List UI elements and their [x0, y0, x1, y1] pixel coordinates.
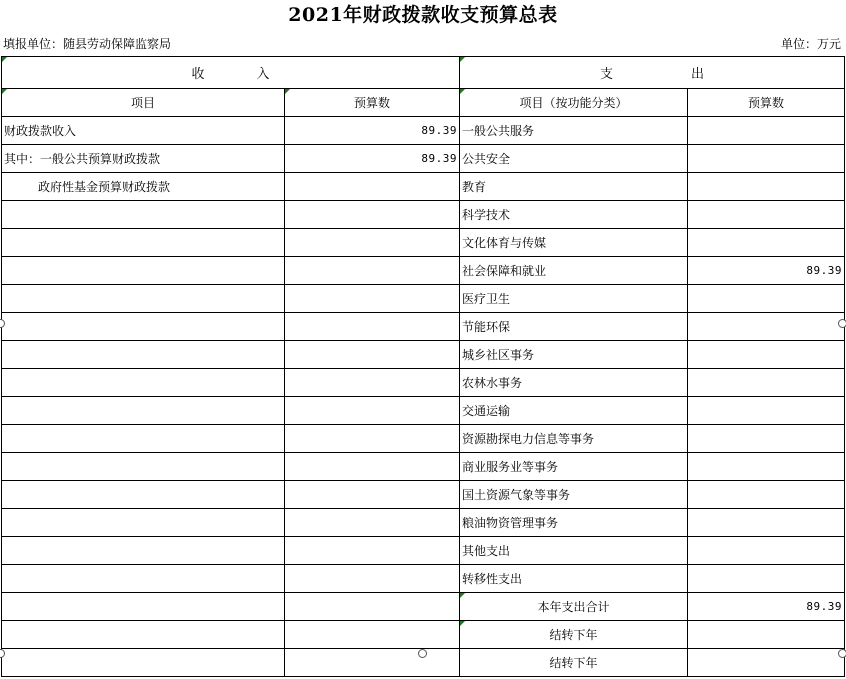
table-row	[2, 509, 845, 537]
resize-handle-bottom[interactable]	[418, 649, 427, 658]
income-budget-cell[interactable]	[285, 369, 460, 397]
expense-item-cell[interactable]: 转移性支出	[460, 565, 688, 593]
expense-item-cell[interactable]: 商业服务业等事务	[460, 453, 688, 481]
income-budget-cell[interactable]	[285, 593, 460, 621]
table-row	[2, 173, 845, 201]
expense-budget-cell[interactable]	[688, 509, 845, 537]
reporting-unit: 填报单位：随县劳动保障监察局	[3, 37, 172, 51]
expense-budget-cell[interactable]	[688, 453, 845, 481]
expense-item-cell[interactable]: 粮油物资管理事务	[460, 509, 688, 537]
income-budget-cell[interactable]	[285, 565, 460, 593]
income-item-cell[interactable]: 其中：一般公共预算财政拨款	[2, 145, 285, 173]
income-item-cell[interactable]	[2, 285, 285, 313]
table-row	[2, 257, 845, 285]
income-item-cell[interactable]	[2, 649, 285, 677]
table-row	[2, 145, 845, 173]
table-row	[2, 453, 845, 481]
expense-item-cell[interactable]: 社会保障和就业	[460, 257, 688, 285]
table-row	[2, 285, 845, 313]
income-item-cell[interactable]	[2, 201, 285, 229]
income-item-cell[interactable]	[2, 453, 285, 481]
table-row	[2, 565, 845, 593]
income-header[interactable]: 收 入	[2, 57, 460, 89]
expense-budget-cell[interactable]	[688, 369, 845, 397]
comment-marker-icon	[285, 89, 290, 94]
expense-item-cell[interactable]: 公共安全	[460, 145, 688, 173]
comment-marker-icon	[460, 57, 465, 62]
table-row	[2, 537, 845, 565]
expense-item-cell[interactable]: 科学技术	[460, 201, 688, 229]
income-item-cell[interactable]	[2, 257, 285, 285]
income-budget-cell[interactable]	[285, 425, 460, 453]
carry-row-label[interactable]: 结转下年	[460, 621, 688, 649]
income-budget-cell[interactable]	[285, 229, 460, 257]
expense-budget-cell[interactable]: 89.39	[688, 257, 845, 285]
income-budget-cell[interactable]	[285, 341, 460, 369]
comment-marker-icon	[2, 57, 7, 62]
comment-marker-icon	[460, 621, 465, 626]
income-budget-cell[interactable]	[285, 397, 460, 425]
income-item-cell[interactable]	[2, 481, 285, 509]
total-row-value[interactable]: 89.39	[688, 593, 845, 621]
income-item-cell[interactable]	[2, 509, 285, 537]
expense-budget-cell[interactable]	[688, 173, 845, 201]
income-item-cell[interactable]	[2, 621, 285, 649]
income-item-cell[interactable]: 政府性基金预算财政拨款	[2, 173, 285, 201]
expense-budget-cell[interactable]	[688, 341, 845, 369]
table-row	[2, 341, 845, 369]
table-row	[2, 117, 845, 145]
col-budget2-header[interactable]: 预算数	[688, 89, 845, 117]
carry-row	[2, 621, 845, 649]
income-budget-cell[interactable]	[285, 201, 460, 229]
income-item-cell[interactable]: 财政拨款收入	[2, 117, 285, 145]
expense-item-cell[interactable]: 医疗卫生	[460, 285, 688, 313]
expense-budget-cell[interactable]	[688, 397, 845, 425]
carry-row-value[interactable]	[688, 621, 845, 649]
col-budget-header[interactable]: 预算数	[285, 89, 460, 117]
carry-row-2-label[interactable]: 结转下年	[460, 649, 688, 677]
expense-budget-cell[interactable]	[688, 201, 845, 229]
income-budget-cell[interactable]	[285, 453, 460, 481]
income-item-cell[interactable]	[2, 565, 285, 593]
expense-budget-cell[interactable]	[688, 313, 845, 341]
col-item-header[interactable]: 项目	[2, 89, 285, 117]
income-item-cell[interactable]	[2, 593, 285, 621]
expense-item-cell[interactable]: 资源勘探电力信息等事务	[460, 425, 688, 453]
total-row	[2, 593, 845, 621]
income-budget-cell[interactable]: 89.39	[285, 117, 460, 145]
comment-marker-icon	[460, 89, 465, 94]
col-item-func-header[interactable]: 项目（按功能分类）	[460, 89, 688, 117]
expense-budget-cell[interactable]	[688, 285, 845, 313]
resize-handle-right[interactable]	[838, 319, 846, 328]
expense-budget-cell[interactable]	[688, 425, 845, 453]
income-item-cell[interactable]	[2, 537, 285, 565]
budget-table	[1, 56, 845, 677]
table-row	[2, 229, 845, 257]
expense-item-cell[interactable]: 城乡社区事务	[460, 341, 688, 369]
income-budget-cell[interactable]: 89.39	[285, 145, 460, 173]
carry-row-2-value[interactable]	[688, 649, 845, 677]
table-row	[2, 481, 845, 509]
income-budget-cell[interactable]	[285, 509, 460, 537]
income-item-cell[interactable]	[2, 425, 285, 453]
expense-item-cell[interactable]: 一般公共服务	[460, 117, 688, 145]
income-budget-cell[interactable]	[285, 481, 460, 509]
income-budget-cell[interactable]	[285, 285, 460, 313]
expense-budget-cell[interactable]	[688, 481, 845, 509]
income-item-cell[interactable]	[2, 341, 285, 369]
expense-budget-cell[interactable]	[688, 565, 845, 593]
income-item-cell[interactable]	[2, 229, 285, 257]
expense-item-cell[interactable]: 教育	[460, 173, 688, 201]
page-title: 2021年财政拨款收支预算总表	[288, 4, 558, 26]
expense-item-cell[interactable]: 交通运输	[460, 397, 688, 425]
income-budget-cell[interactable]	[285, 313, 460, 341]
expense-budget-cell[interactable]	[688, 117, 845, 145]
comment-marker-icon	[460, 593, 465, 598]
total-row-label[interactable]: 本年支出合计	[460, 593, 688, 621]
income-budget-cell[interactable]	[285, 621, 460, 649]
table-row	[2, 397, 845, 425]
table-row	[2, 425, 845, 453]
expense-item-cell[interactable]: 节能环保	[460, 313, 688, 341]
expense-budget-cell[interactable]	[688, 229, 845, 257]
unit-label: 单位：万元	[780, 37, 841, 51]
income-item-cell[interactable]	[2, 313, 285, 341]
table-row	[2, 369, 845, 397]
table-row	[2, 313, 845, 341]
comment-marker-icon	[2, 89, 7, 94]
income-budget-cell[interactable]	[285, 537, 460, 565]
expense-item-cell[interactable]: 文化体育与传媒	[460, 229, 688, 257]
table-row	[2, 201, 845, 229]
expense-item-cell[interactable]: 农林水事务	[460, 369, 688, 397]
expense-header[interactable]: 支 出	[460, 57, 845, 89]
expense-budget-cell[interactable]	[688, 537, 845, 565]
resize-handle-bottom-right[interactable]	[838, 649, 846, 658]
income-item-cell[interactable]	[2, 369, 285, 397]
income-budget-cell[interactable]	[285, 257, 460, 285]
income-item-cell[interactable]	[2, 397, 285, 425]
expense-budget-cell[interactable]	[688, 145, 845, 173]
income-budget-cell[interactable]	[285, 173, 460, 201]
expense-item-cell[interactable]: 其他支出	[460, 537, 688, 565]
income-budget-cell[interactable]	[285, 649, 460, 677]
expense-item-cell[interactable]: 国土资源气象等事务	[460, 481, 688, 509]
